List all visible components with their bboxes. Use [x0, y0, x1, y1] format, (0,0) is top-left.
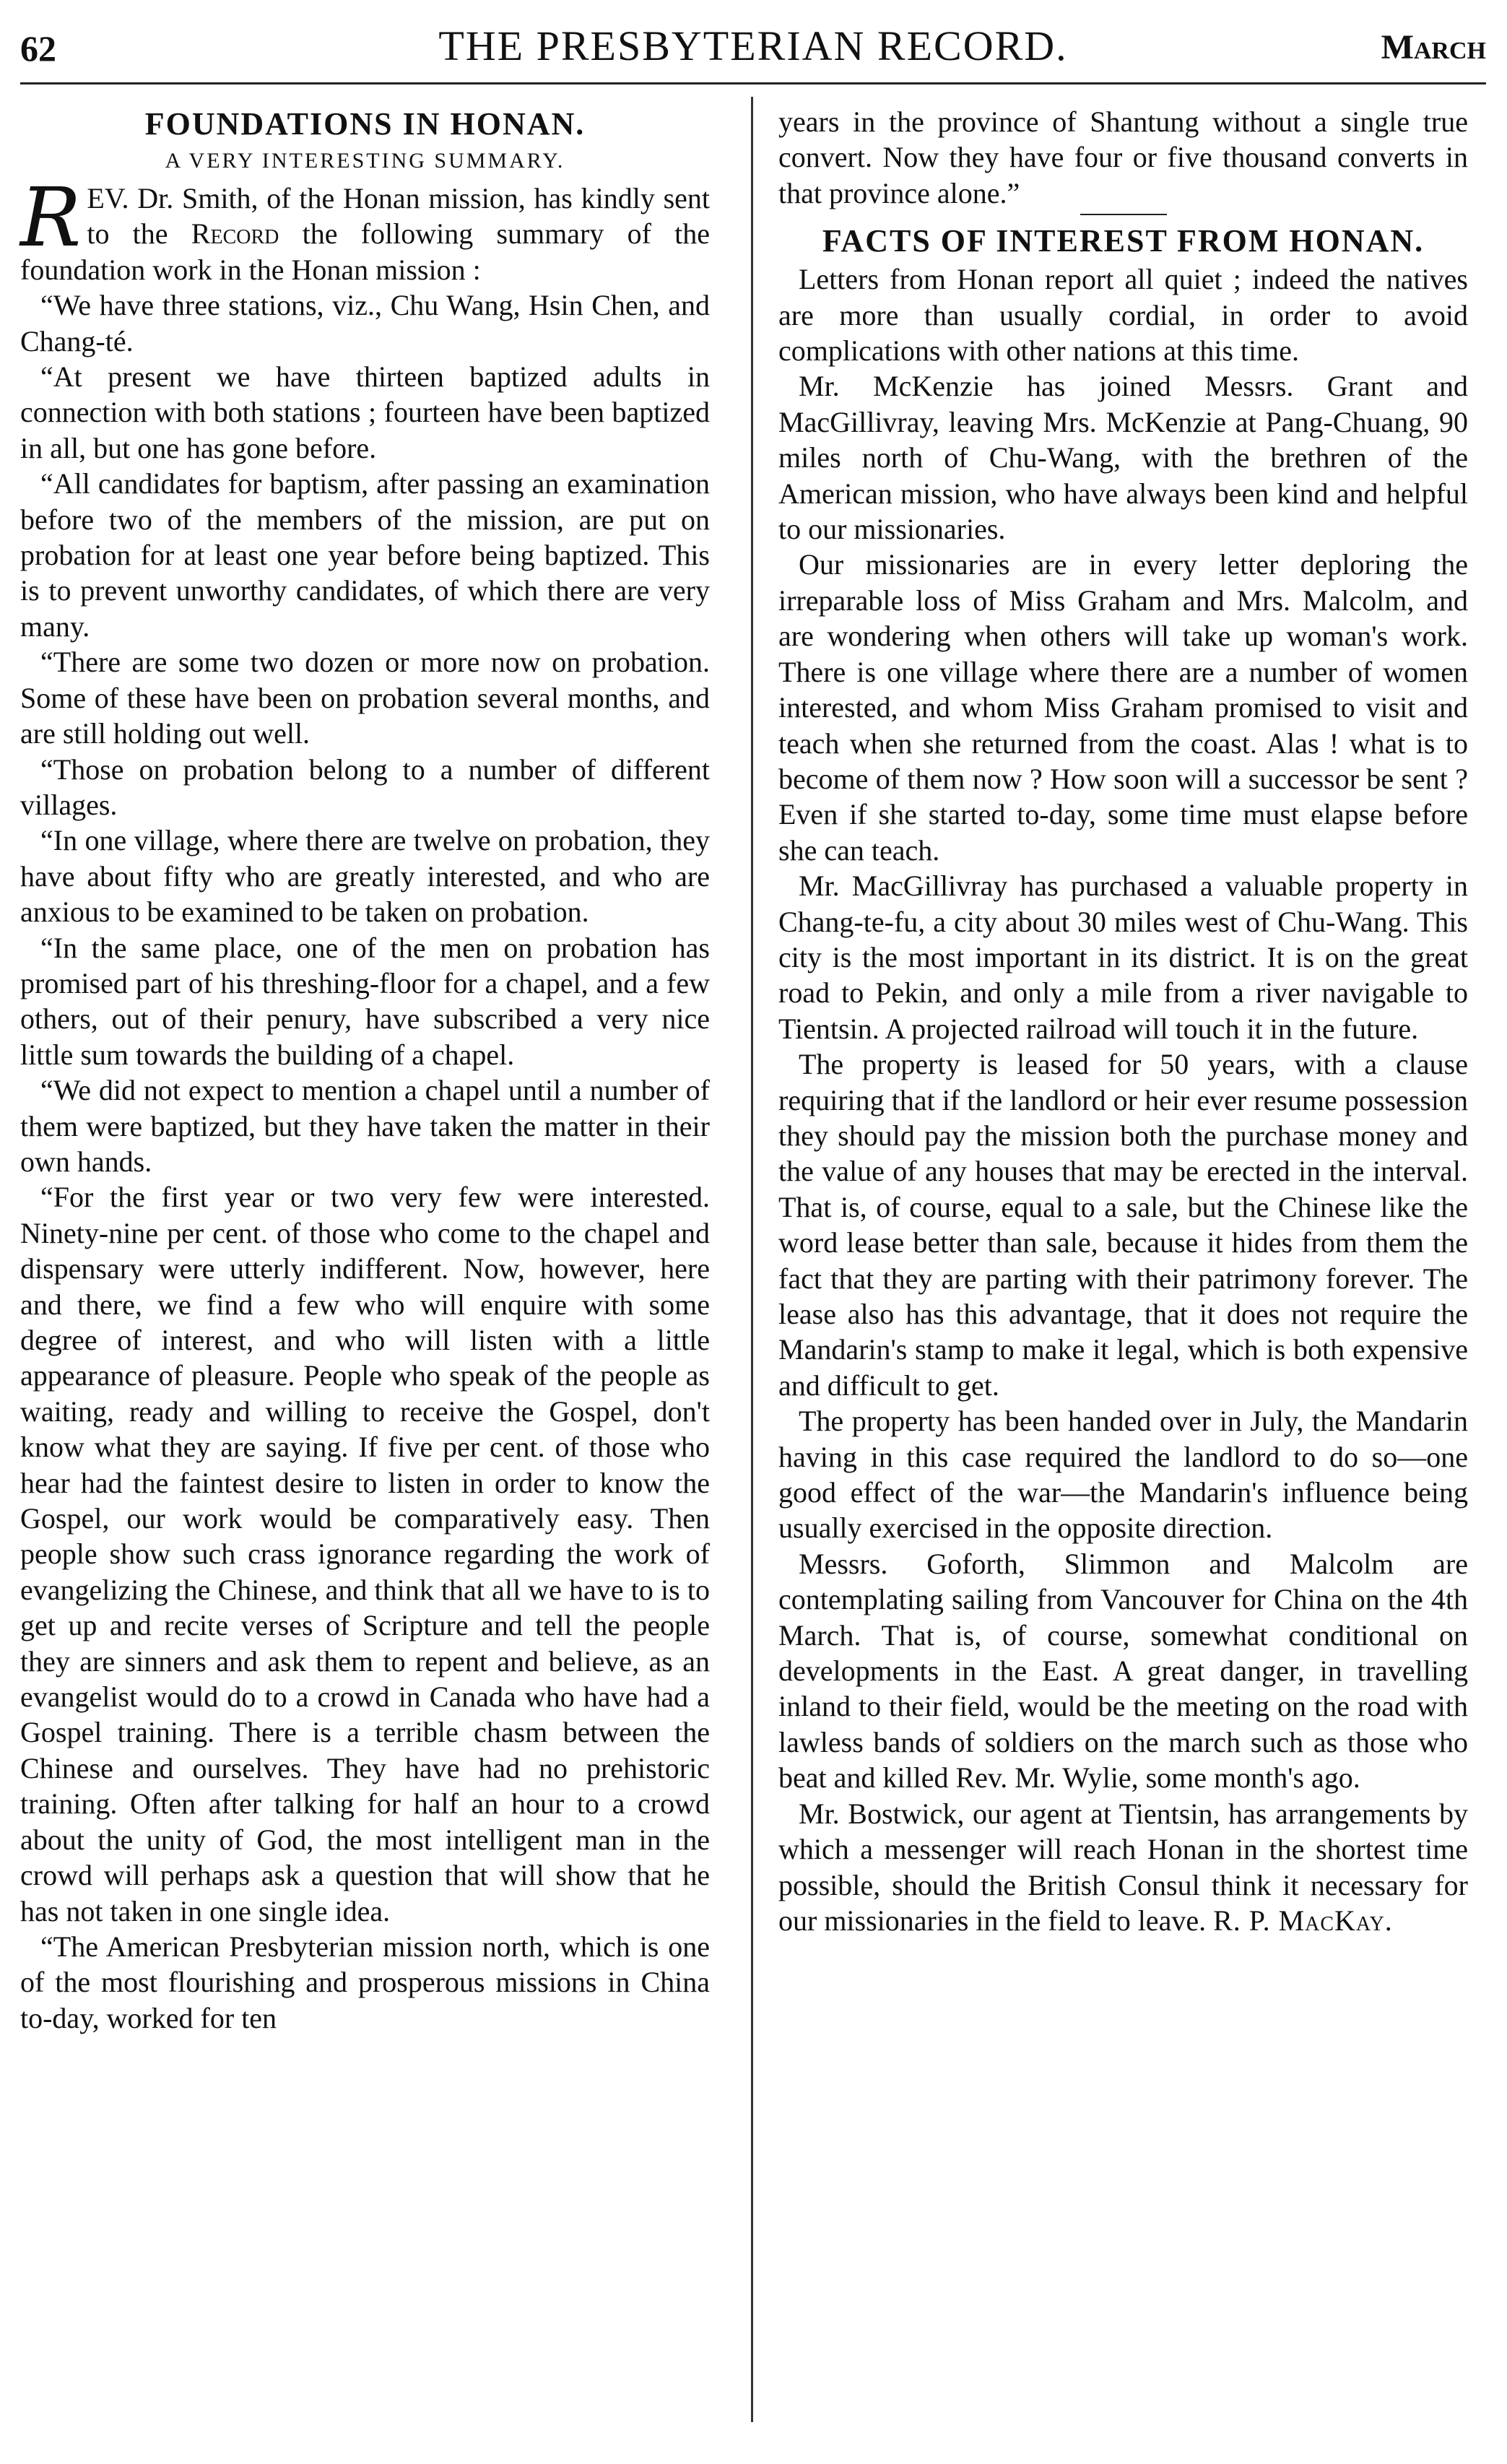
record-name: Record: [191, 217, 279, 251]
news-paragraph: Mr. McKenzie has joined Messrs. Grant and MacGillivray, leaving Mrs. McKenzie at Pang-Chuang, 90 miles north of Chu-Wang, with the brethren of the American mission, who have always been kind and helpful to our missionaries.: [778, 370, 1468, 546]
page: [20, 17, 1486, 2451]
article-paragraph: “Those on probation belong to a number of different villages.: [20, 752, 710, 821]
section-divider: [1080, 214, 1167, 215]
column-divider: [751, 97, 753, 2422]
article-paragraph: “We did not expect to mention a chapel until a number of them were baptized, but they have taken the matter in their own hands.: [20, 1074, 710, 1178]
article-paragraph: “At present we have thirteen baptized adults in connection with both stations ; fourteen have been baptized in all, but one has gone before.: [20, 360, 710, 464]
article-subtitle: A VERY INTERESTING SUMMARY.: [165, 149, 565, 173]
journal-title: THE PRESBYTERIAN RECORD.: [438, 22, 1068, 69]
article-paragraph: “All candidates for baptism, after passing an examination before two of the members of the mission, are put on probation for at least one year before being baptized. This is to prevent unworthy candidates, of which there are very many.: [20, 467, 710, 643]
article-paragraph: “We have three stations, viz., Chu Wang, Hsin Chen, and Chang-té.: [20, 289, 710, 357]
issue-month: March: [1381, 28, 1486, 66]
article-paragraph: “There are some two dozen or more now on probation. Some of these have been on probation several months, and are still holding out well.: [20, 646, 710, 750]
article-paragraph: “The American Presbyterian mission north, which is one of the most flourishing and prosperous missions in China to-day, worked for ten: [20, 1930, 710, 2034]
news-paragraph: The property has been handed over in July, the Mandarin having in this case required the landlord to do so—one good effect of the war—the Mandarin's influence being usually exercised in the opposite direction.: [778, 1405, 1468, 1545]
left-column: [20, 104, 710, 2036]
article-title: FOUNDATIONS IN HONAN.: [144, 106, 586, 142]
section-title: FACTS OF INTEREST FROM HONAN.: [822, 223, 1425, 259]
right-column: [778, 104, 1468, 1938]
page-header: [20, 17, 1486, 84]
continued-paragraph: years in the province of Shantung without a single true convert. Now they have four or five thousand converts in that province alone.”: [778, 105, 1468, 209]
last-paragraph-text: Mr. Bostwick, our agent at Tientsin, has arrangements by which a messenger will reach Honan in the shortest time possible, should the British Consul think it necessary for our missionaries in the field to leave.: [778, 1797, 1468, 1937]
article-paragraph: “In the same place, one of the men on probation has promised part of his threshing-floor for a chapel, and a few others, out of their penury, have subscribed a very nice little sum towards the building of a chapel.: [20, 931, 710, 1071]
news-paragraph: Mr. MacGillivray has purchased a valuable property in Chang-te-fu, a city about 30 miles west of Chu-Wang. This city is the most important in its district. It is on the great road to Pekin, and only a mile from a river navigable to Tientsin. A projected railroad will touch it in the future.: [778, 869, 1468, 1045]
intro-paragraph: [20, 171, 710, 287]
news-paragraph: Letters from Honan report all quiet ; indeed the natives are more than usually cordial, in order to avoid complications with other nations at this time.: [778, 263, 1468, 368]
news-paragraph: The property is leased for 50 years, with a clause requiring that if the landlord or heir ever resume possession they should pay the mission both the purchase money and the value of any houses that may be erected in the interval. That is, of course, equal to a sale, but the Chinese like the word lease better than sale, because it hides from them the fact that they are parting with their patrimony forever. The lease also has this advantage, that it does not require the Mandarin's stamp to make it legal, which is both expensive and difficult to get.: [778, 1048, 1468, 1402]
news-paragraph-last: [778, 1796, 1468, 1939]
article-paragraph: “For the first year or two very few were interested. Ninety-nine per cent. of those who come to the chapel and dispensary were utterly indifferent. Now, however, here and there, we find a few who will enquire with some degree of interest, and who will listen with a little appearance of pleasure. People who speak of the people as waiting, ready and willing to receive the Gospel, don't know what they are saying. If five per cent. of those who hear had the faintest desire to listen in order to know the Gospel, our work would be comparatively easy. Then people show such crass ignorance regarding the work of evangelizing the Chinese, and think that all we have to is to get up and recite verses of Scripture and tell the people they are sinners and ask them to repent and believe, as an evangelist would do to a crowd in Canada who have had a Gospel training. There is a terrible chasm between the Chinese and ourselves. They have had no prehistoric training. Often after talking for half an hour to a crowd about the unity of God, the most intelligent man in the crowd will perhaps ask a question that will show that he has not taken in one single idea.: [20, 1181, 710, 1927]
intro-text-a: EV. Dr. Smith, of the Honan mission, has kindly sent to the: [87, 182, 710, 251]
news-paragraph: Messrs. Goforth, Slimmon and Malcolm are contemplating sailing from Vancouver for China on the 4th March. That is, of course, somewhat conditional on developments in the East. A great danger, in travelling inland to their field, would be the meeting on the road with lawless bands of soldiers on the march such as those who beat and killed Rev. Mr. Wylie, some month's ago.: [778, 1547, 1468, 1795]
intro-text-b: the following summary of the foundation work in the Honan mission :: [20, 217, 710, 286]
drop-cap: R: [20, 171, 82, 265]
author-signature: R. P. MacKay.: [1213, 1904, 1393, 1937]
article-paragraph: “In one village, where there are twelve on probation, they have about fifty who are greatly interested, and who are anxious to be examined to be taken on probation.: [20, 824, 710, 929]
news-paragraph: Our missionaries are in every letter deploring the irreparable loss of Miss Graham and Mrs. Malcolm, and are wondering when others will take up woman's work. There is one village where there are a number of women interested, and whom Miss Graham promised to visit and teach when she returned from the coast. Alas ! what is to become of them now ? How soon will a successor be sent ? Even if she started to-day, some time must elapse before she can teach.: [778, 548, 1468, 867]
page-number: 62: [20, 28, 56, 69]
